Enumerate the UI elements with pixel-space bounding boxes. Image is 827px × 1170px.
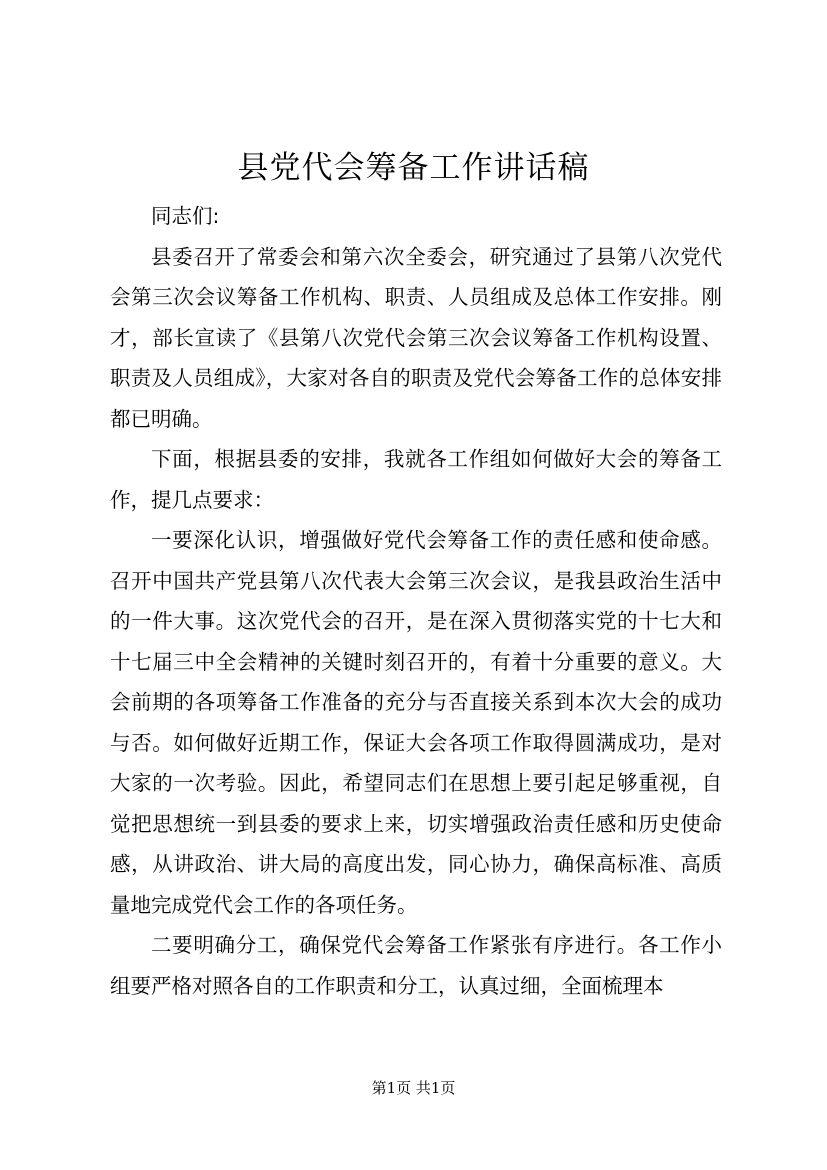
body-paragraph: 一要深化认识，增强做好党代会筹备工作的责任感和使命感。召开中国共产党县第八次代表大会第三次会议，是我县政治生活中的一件大事。这次党代会的召开，是在深入贯彻落实党的十七大和十七届三中全会精神的关键时刻召开的，有着十分重要的意义。大会前期的各项筹备工作准备的充分与否直接关系到本次大会的成功与否。如何做好近期工作，保证大会各项工作取得圆满成功，是对大家的一次考验。因此，希望同志们在思想上要引起足够重视，自觉把思想统一到县委的要求上来，切实增强政治责任感和历史使命感，从讲政治、讲大局的高度出发，同心协力，确保高标准、高质量地完成党代会工作的各项任务。	[110, 528, 722, 917]
salutation-paragraph: 同志们:	[151, 204, 220, 228]
body-paragraph: 二要明确分工，确保党代会筹备工作紧张有序进行。各工作小组要严格对照各自的工作职责和分工，认真过细，全面梳理本	[110, 933, 722, 998]
body-paragraph: 下面，根据县委的安排，我就各工作组如何做好大会的筹备工作，提几点要求：	[110, 447, 722, 512]
page-number-footer: 第1页 共1页	[371, 1079, 456, 1097]
body-paragraph: 县委召开了常委会和第六次全委会，研究通过了县第八次党代会第三次会议筹备工作机构、职责、人员组成及总体工作安排。刚才，部长宣读了《县第八次党代会第三次会议筹备工作机构设置、职责及人员组成》，大家对各自的职责及党代会筹备工作的总体安排都已明确。	[110, 244, 722, 431]
document-body	[110, 196, 722, 1006]
document-title: 县党代会筹备工作讲话稿	[237, 150, 590, 186]
